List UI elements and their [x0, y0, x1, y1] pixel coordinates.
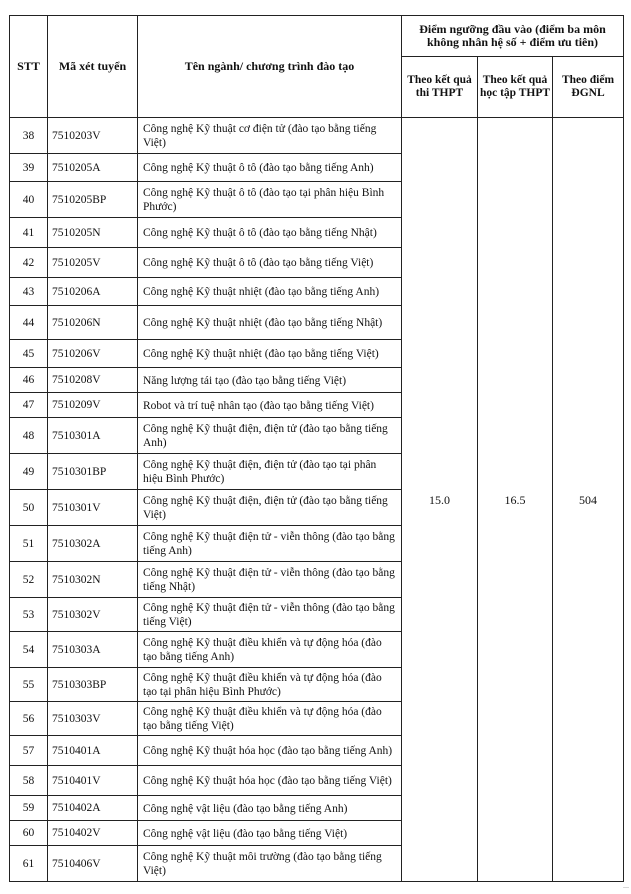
admission-threshold-table: [9, 15, 624, 882]
row-code: 7510406V: [48, 846, 138, 882]
row-stt: 50: [10, 490, 48, 526]
row-program-name: Công nghệ Kỹ thuật nhiệt (đào tạo bằng tiếng Anh): [138, 278, 402, 306]
row-program-name: Công nghệ Kỹ thuật hóa học (đào tạo bằng tiếng Việt): [138, 766, 402, 796]
row-program-name: Công nghệ Kỹ thuật điện tử - viễn thông (đào tạo bằng tiếng Việt): [138, 598, 402, 632]
row-program-name: Công nghệ Kỹ thuật ô tô (đào tạo tại phân hiệu Bình Phước): [138, 182, 402, 218]
row-program-name: Công nghệ Kỹ thuật điều khiển và tự động hóa (đào tạo bằng tiếng Việt): [138, 702, 402, 736]
row-stt: 38: [10, 118, 48, 154]
header-thpt-transcript: Theo kết quả học tập THPT: [478, 57, 553, 118]
row-stt: 59: [10, 796, 48, 821]
table-body: [10, 118, 624, 882]
row-code: 7510402V: [48, 821, 138, 846]
row-code: 7510303BP: [48, 668, 138, 702]
row-code: 7510301BP: [48, 454, 138, 490]
row-code: 7510206V: [48, 340, 138, 368]
row-program-name: Công nghệ Kỹ thuật nhiệt (đào tạo bằng tiếng Việt): [138, 340, 402, 368]
header-threshold-group: Điểm ngưỡng đầu vào (điểm ba môn không nhân hệ số + điểm ưu tiên): [402, 16, 624, 57]
row-stt: 56: [10, 702, 48, 736]
row-program-name: Công nghệ vật liệu (đào tạo bằng tiếng Việt): [138, 821, 402, 846]
row-code: 7510209V: [48, 393, 138, 418]
row-code: 7510302V: [48, 598, 138, 632]
score-thpt-transcript: 16.5: [478, 118, 553, 882]
header-code: Mã xét tuyển: [48, 16, 138, 118]
row-program-name: Công nghệ Kỹ thuật điện, điện tử (đào tạo bằng tiếng Anh): [138, 418, 402, 454]
header-thpt-exam: Theo kết quả thi THPT: [402, 57, 478, 118]
row-program-name: Công nghệ Kỹ thuật cơ điện tử (đào tạo bằng tiếng Việt): [138, 118, 402, 154]
row-code: 7510401V: [48, 766, 138, 796]
row-code: 7510203V: [48, 118, 138, 154]
row-stt: 52: [10, 562, 48, 598]
row-stt: 43: [10, 278, 48, 306]
row-program-name: Công nghệ Kỹ thuật nhiệt (đào tạo bằng tiếng Nhật): [138, 306, 402, 340]
row-stt: 55: [10, 668, 48, 702]
row-program-name: Công nghệ Kỹ thuật điện tử - viễn thông (đào tạo bằng tiếng Nhật): [138, 562, 402, 598]
row-stt: 42: [10, 248, 48, 278]
score-thpt-exam: 15.0: [402, 118, 478, 882]
row-program-name: Công nghệ Kỹ thuật điều khiển và tự động hóa (đào tạo tại phân hiệu Bình Phước): [138, 668, 402, 702]
row-stt: 49: [10, 454, 48, 490]
row-stt: 51: [10, 526, 48, 562]
header-dgnl: Theo điểm ĐGNL: [553, 57, 624, 118]
row-program-name: Công nghệ Kỹ thuật môi trường (đào tạo bằng tiếng Việt): [138, 846, 402, 882]
table-row: [10, 118, 624, 154]
row-code: 7510206A: [48, 278, 138, 306]
row-program-name: Công nghệ vật liệu (đào tạo bằng tiếng Anh): [138, 796, 402, 821]
row-stt: 60: [10, 821, 48, 846]
row-code: 7510302A: [48, 526, 138, 562]
row-stt: 41: [10, 218, 48, 248]
row-stt: 46: [10, 368, 48, 393]
row-code: 7510301V: [48, 490, 138, 526]
row-program-name: Công nghệ Kỹ thuật điện, điện tử (đào tạo bằng tiếng Việt): [138, 490, 402, 526]
row-code: 7510402A: [48, 796, 138, 821]
row-code: 7510205BP: [48, 182, 138, 218]
row-program-name: Công nghệ Kỹ thuật điện tử - viễn thông (đào tạo bằng tiếng Anh): [138, 526, 402, 562]
row-stt: 45: [10, 340, 48, 368]
row-stt: 54: [10, 632, 48, 668]
header-stt: STT: [10, 16, 48, 118]
row-code: 7510302N: [48, 562, 138, 598]
row-program-name: Công nghệ Kỹ thuật hóa học (đào tạo bằng tiếng Anh): [138, 736, 402, 766]
row-code: 7510303V: [48, 702, 138, 736]
row-program-name: Công nghệ Kỹ thuật điều khiển và tự động hóa (đào tạo bằng tiếng Anh): [138, 632, 402, 668]
row-stt: 48: [10, 418, 48, 454]
row-program-name: Công nghệ Kỹ thuật điện, điện tử (đào tạo tại phân hiệu Bình Phước): [138, 454, 402, 490]
row-code: 7510401A: [48, 736, 138, 766]
row-stt: 53: [10, 598, 48, 632]
row-code: 7510205V: [48, 248, 138, 278]
row-code: 7510206N: [48, 306, 138, 340]
row-program-name: Công nghệ Kỹ thuật ô tô (đào tạo bằng tiếng Anh): [138, 154, 402, 182]
row-stt: 58: [10, 766, 48, 796]
row-stt: 47: [10, 393, 48, 418]
row-stt: 61: [10, 846, 48, 882]
row-stt: 44: [10, 306, 48, 340]
row-stt: 57: [10, 736, 48, 766]
row-code: 7510205N: [48, 218, 138, 248]
row-code: 7510208V: [48, 368, 138, 393]
score-dgnl: 504: [553, 118, 624, 882]
row-stt: 39: [10, 154, 48, 182]
row-program-name: Năng lượng tái tạo (đào tạo bằng tiếng Việt): [138, 368, 402, 393]
row-program-name: Công nghệ Kỹ thuật ô tô (đào tạo bằng tiếng Nhật): [138, 218, 402, 248]
row-code: 7510303A: [48, 632, 138, 668]
row-program-name: Robot và trí tuệ nhân tạo (đào tạo bằng tiếng Việt): [138, 393, 402, 418]
header-program-name: Tên ngành/ chương trình đào tạo: [138, 16, 402, 118]
row-program-name: Công nghệ Kỹ thuật ô tô (đào tạo bằng tiếng Việt): [138, 248, 402, 278]
page-corner-mark: ...: [623, 881, 629, 890]
row-stt: 40: [10, 182, 48, 218]
row-code: 7510301A: [48, 418, 138, 454]
row-code: 7510205A: [48, 154, 138, 182]
